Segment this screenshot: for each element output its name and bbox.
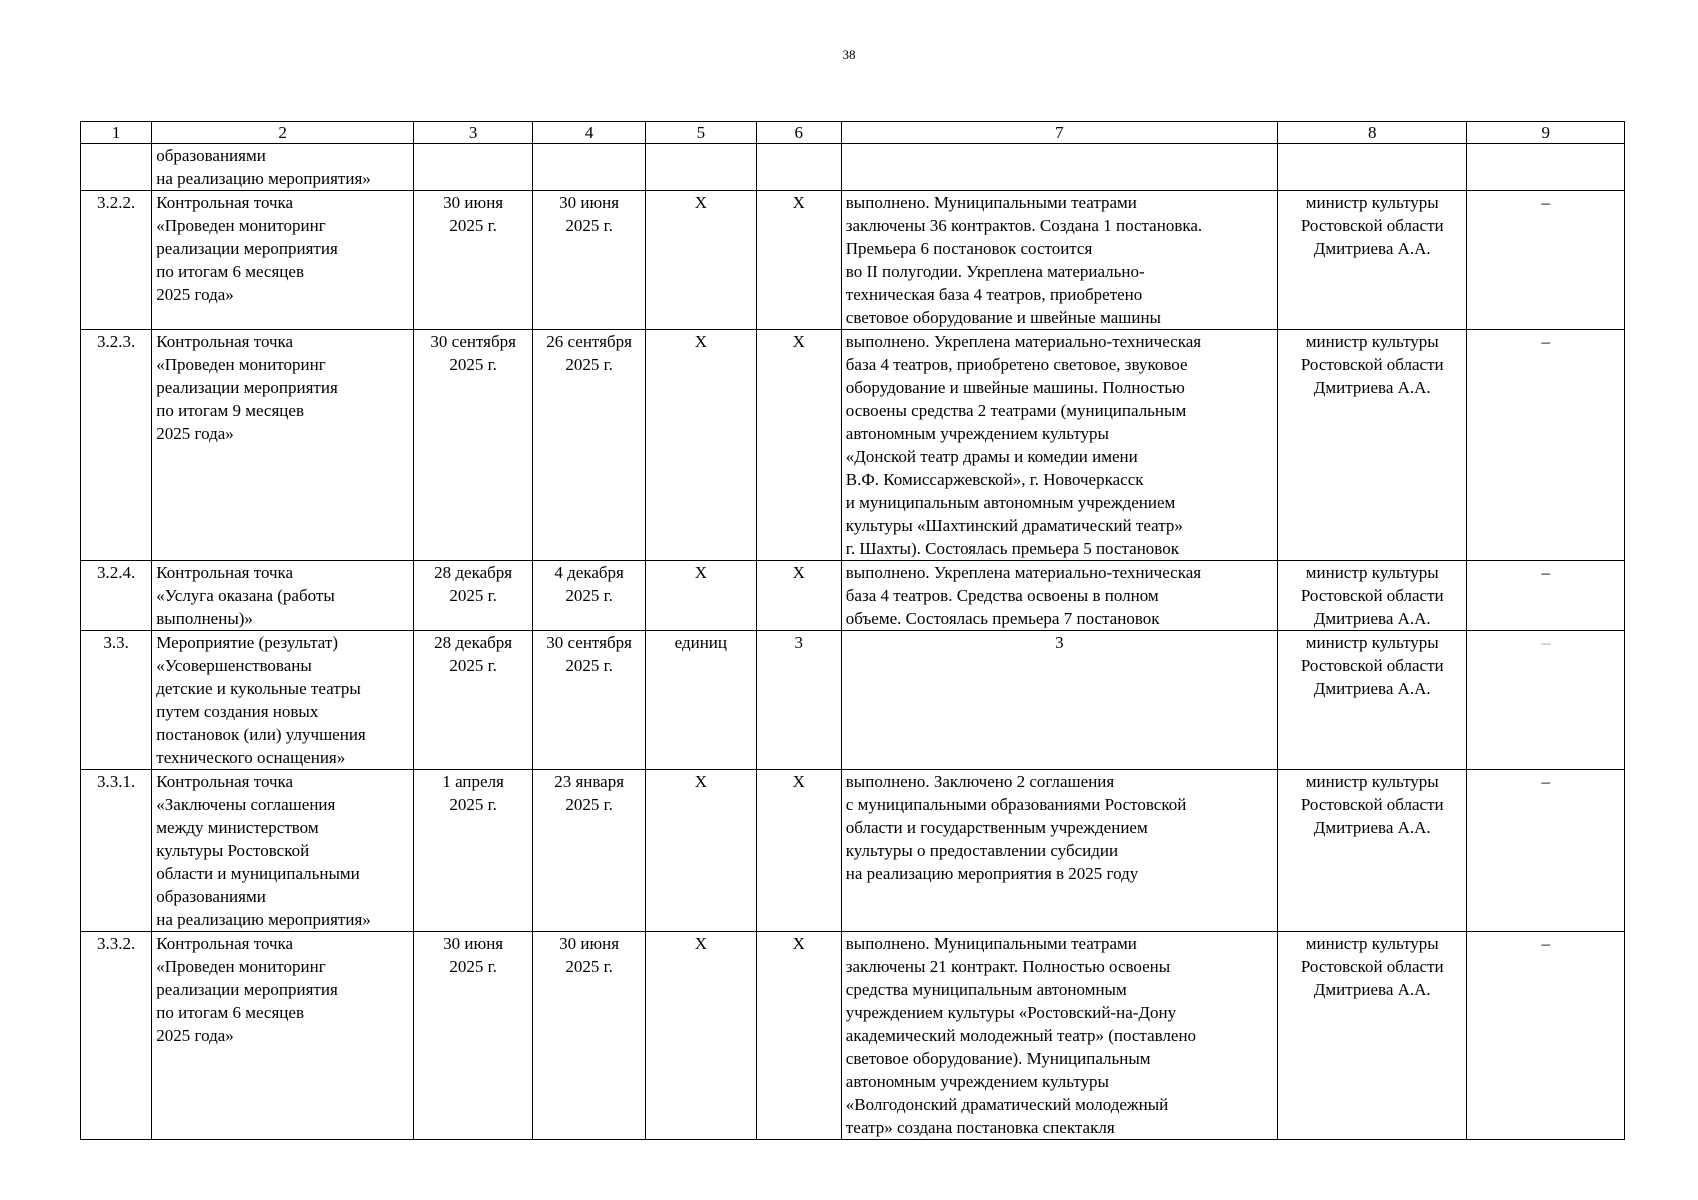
column-header: 1 bbox=[81, 122, 152, 144]
row-number bbox=[81, 144, 152, 191]
row-unit: X bbox=[646, 561, 757, 631]
row-plan-date: 28 декабря 2025 г. bbox=[414, 561, 533, 631]
row-note: – bbox=[1467, 631, 1625, 770]
row-plan-date: 1 апреля 2025 г. bbox=[414, 770, 533, 932]
row-status: выполнено. Укреплена материально-техническая база 4 театров. Средства освоены в полном объеме. Состоялась премьера 7 постановок bbox=[841, 561, 1277, 631]
row-fact-date bbox=[533, 144, 646, 191]
row-value: X bbox=[756, 330, 841, 561]
row-name: Мероприятие (результат) «Усовершенствованы детские и кукольные театры путем создания новых постановок (или) улучшения технического оснащения» bbox=[152, 631, 414, 770]
table-row bbox=[81, 330, 1625, 561]
row-value: 3 bbox=[756, 631, 841, 770]
row-status: выполнено. Укреплена материально-техническая база 4 театров, приобретено световое, звуковое оборудование и швейные машины. Полностью освоены средства 2 театрами (муниципальным автономным учреждением культуры «Донской театр драмы и комедии имени В.Ф. Комиссаржевской», г. Новочеркасск и муниципальным автономным учреждением культуры «Шахтинский драматический театр» г. Шахты). Состоялась премьера 5 постановок bbox=[841, 330, 1277, 561]
row-name: Контрольная точка «Проведен мониторинг реализации мероприятия по итогам 6 месяцев 2025 года» bbox=[152, 191, 414, 330]
row-name: Контрольная точка «Проведен мониторинг реализации мероприятия по итогам 9 месяцев 2025 года» bbox=[152, 330, 414, 561]
row-status bbox=[841, 144, 1277, 191]
table-row bbox=[81, 631, 1625, 770]
row-number: 3.2.4. bbox=[81, 561, 152, 631]
table-row bbox=[81, 770, 1625, 932]
row-number: 3.3.1. bbox=[81, 770, 152, 932]
row-note: – bbox=[1467, 770, 1625, 932]
column-header: 7 bbox=[841, 122, 1277, 144]
row-status: выполнено. Заключено 2 соглашения с муниципальными образованиями Ростовской области и государственным учреждением культуры о предоставлении субсидии на реализацию мероприятия в 2025 году bbox=[841, 770, 1277, 932]
row-unit bbox=[646, 144, 757, 191]
row-value: X bbox=[756, 770, 841, 932]
row-responsible bbox=[1278, 144, 1467, 191]
row-status: выполнено. Муниципальными театрами заключены 21 контракт. Полностью освоены средства муниципальным автономным учреждением культуры «Ростовский-на-Дону академический молодежный театр» (поставлено световое оборудование). Муниципальным автономным учреждением культуры «Волгодонский драматический молодежный театр» создана постановка спектакля bbox=[841, 932, 1277, 1140]
row-unit: единиц bbox=[646, 631, 757, 770]
row-unit: X bbox=[646, 770, 757, 932]
table-row bbox=[81, 191, 1625, 330]
table-row bbox=[81, 561, 1625, 631]
header-row bbox=[81, 122, 1625, 144]
row-responsible: министр культуры Ростовской области Дмитриева А.А. bbox=[1278, 191, 1467, 330]
row-unit: X bbox=[646, 932, 757, 1140]
row-fact-date: 4 декабря 2025 г. bbox=[533, 561, 646, 631]
row-unit: X bbox=[646, 330, 757, 561]
row-responsible: министр культуры Ростовской области Дмитриева А.А. bbox=[1278, 561, 1467, 631]
column-header: 6 bbox=[756, 122, 841, 144]
row-value bbox=[756, 144, 841, 191]
row-fact-date: 30 сентября 2025 г. bbox=[533, 631, 646, 770]
row-status: 3 bbox=[841, 631, 1277, 770]
row-responsible: министр культуры Ростовской области Дмитриева А.А. bbox=[1278, 932, 1467, 1140]
row-note: – bbox=[1467, 932, 1625, 1140]
row-plan-date: 28 декабря 2025 г. bbox=[414, 631, 533, 770]
report-table bbox=[80, 121, 1625, 1140]
table-row bbox=[81, 144, 1625, 191]
row-fact-date: 26 сентября 2025 г. bbox=[533, 330, 646, 561]
row-value: X bbox=[756, 932, 841, 1140]
row-responsible: министр культуры Ростовской области Дмитриева А.А. bbox=[1278, 330, 1467, 561]
row-number: 3.2.3. bbox=[81, 330, 152, 561]
row-name: образованиями на реализацию мероприятия» bbox=[152, 144, 414, 191]
row-name: Контрольная точка «Услуга оказана (работы выполнены)» bbox=[152, 561, 414, 631]
row-note bbox=[1467, 144, 1625, 191]
row-unit: X bbox=[646, 191, 757, 330]
column-header: 2 bbox=[152, 122, 414, 144]
row-responsible: министр культуры Ростовской области Дмитриева А.А. bbox=[1278, 770, 1467, 932]
row-fact-date: 23 января 2025 г. bbox=[533, 770, 646, 932]
page-number: 38 bbox=[842, 47, 856, 62]
row-plan-date: 30 июня 2025 г. bbox=[414, 932, 533, 1140]
row-status: выполнено. Муниципальными театрами заключены 36 контрактов. Создана 1 постановка. Премьера 6 постановок состоится во II полугодии. Укреплена материально- техническая база 4 театров, приобретено световое оборудование и швейные машины bbox=[841, 191, 1277, 330]
row-fact-date: 30 июня 2025 г. bbox=[533, 191, 646, 330]
row-fact-date: 30 июня 2025 г. bbox=[533, 932, 646, 1140]
row-plan-date bbox=[414, 144, 533, 191]
row-number: 3.3. bbox=[81, 631, 152, 770]
row-plan-date: 30 сентября 2025 г. bbox=[414, 330, 533, 561]
row-value: X bbox=[756, 561, 841, 631]
column-header: 8 bbox=[1278, 122, 1467, 144]
row-responsible: министр культуры Ростовской области Дмитриева А.А. bbox=[1278, 631, 1467, 770]
row-name: Контрольная точка «Заключены соглашения между министерством культуры Ростовской области и муниципальными образованиями на реализацию мероприятия» bbox=[152, 770, 414, 932]
row-note: – bbox=[1467, 191, 1625, 330]
row-note: – bbox=[1467, 330, 1625, 561]
column-header: 4 bbox=[533, 122, 646, 144]
table-row bbox=[81, 932, 1625, 1140]
row-number: 3.3.2. bbox=[81, 932, 152, 1140]
row-name: Контрольная точка «Проведен мониторинг реализации мероприятия по итогам 6 месяцев 2025 года» bbox=[152, 932, 414, 1140]
column-header: 3 bbox=[414, 122, 533, 144]
row-note: – bbox=[1467, 561, 1625, 631]
row-plan-date: 30 июня 2025 г. bbox=[414, 191, 533, 330]
column-header: 9 bbox=[1467, 122, 1625, 144]
row-number: 3.2.2. bbox=[81, 191, 152, 330]
row-value: X bbox=[756, 191, 841, 330]
column-header: 5 bbox=[646, 122, 757, 144]
